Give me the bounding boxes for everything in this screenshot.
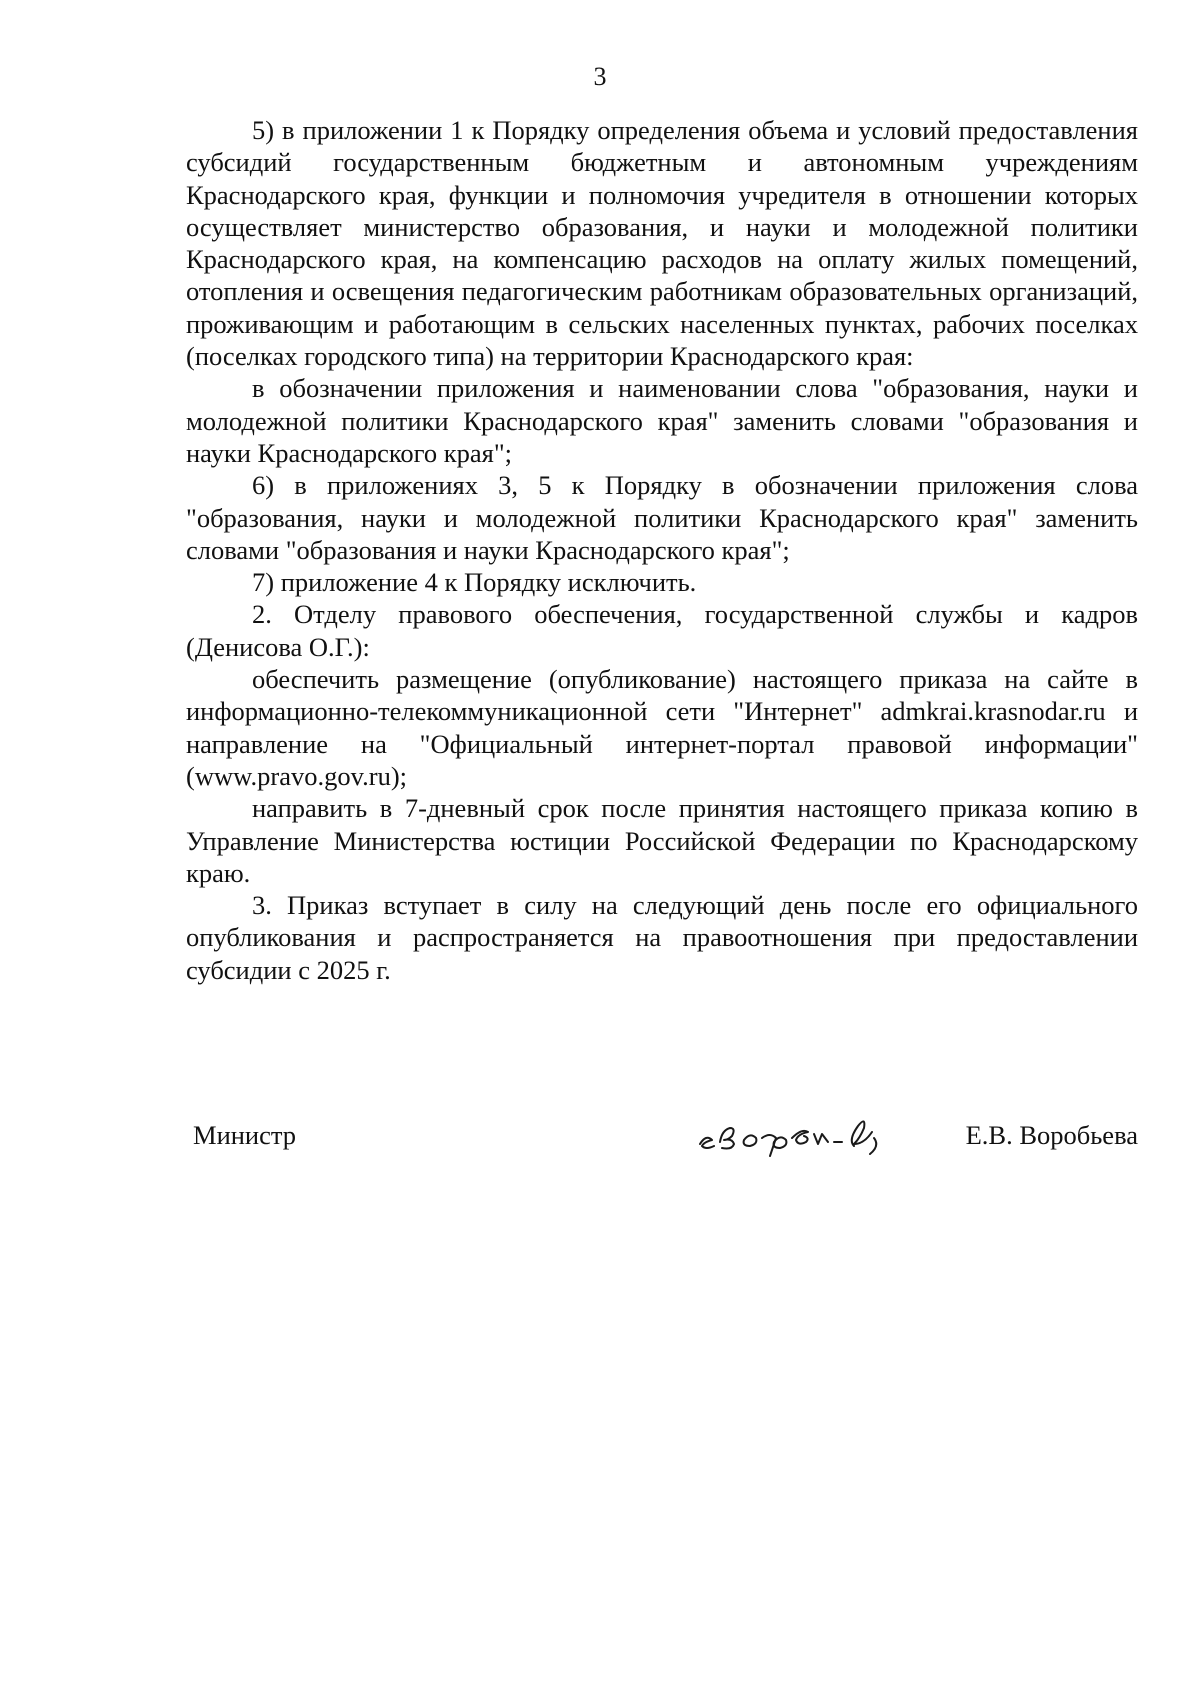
signature-block (186, 1120, 1138, 1180)
handwritten-signature (686, 1108, 926, 1164)
paragraph-send-copy: направить в 7-дневный срок после принятия настоящего приказа копию в Управление Министерства юстиции Российской Федерации по Краснодарскому краю. (186, 793, 1138, 888)
signatory-position: Министр (193, 1120, 297, 1150)
page-number: 3 (593, 62, 607, 91)
paragraph-replace-annex1: в обозначении приложения и наименовании слова "образования, науки и молодежной политики Краснодарского края" заменить словами "образования и науки Краснодарского края"; (186, 373, 1138, 468)
paragraph-clause-2: 2. Отделу правового обеспечения, государственной службы и кадров (Денисова О.Г.): (186, 599, 1138, 662)
paragraph-publication: обеспечить размещение (опубликование) настоящего приказа на сайте в информационно-телекоммуникационной сети "Интернет" admkrai.krasnodar.ru и направление на "Официальный интернет-портал правовой информации" (www.pravo.gov.ru); (186, 664, 1138, 791)
paragraph-item-6: 6) в приложениях 3, 5 к Порядку в обозначении приложения слова "образования, науки и молодежной политики Краснодарского края" заменить словами "образования и науки Краснодарского края"; (186, 470, 1138, 565)
signatory-name: Е.В. Воробьева (965, 1120, 1138, 1150)
paragraph-clause-3: 3. Приказ вступает в силу на следующий день после его официального опубликования и распространяется на правоотношения при предоставлении субсидии с 2025 г. (186, 890, 1138, 985)
document-body (186, 114, 1138, 986)
paragraph-item-7: 7) приложение 4 к Порядку исключить. (252, 567, 697, 598)
paragraph-item-5: 5) в приложении 1 к Порядку определения объема и условий предоставления субсидий государственным бюджетным и автономным учреждениям Краснодарского края, функции и полномочия учредителя в отношении которых осуществляет министерство образования, и науки и молодежной политики Краснодарского края, на компенсацию расходов на оплату жилых помещений, отопления и освещения педагогическим работникам образовательных организаций, проживающим и работающим в сельских населенных пунктах, рабочих поселках (поселках городского типа) на территории Краснодарского края: (186, 115, 1138, 372)
